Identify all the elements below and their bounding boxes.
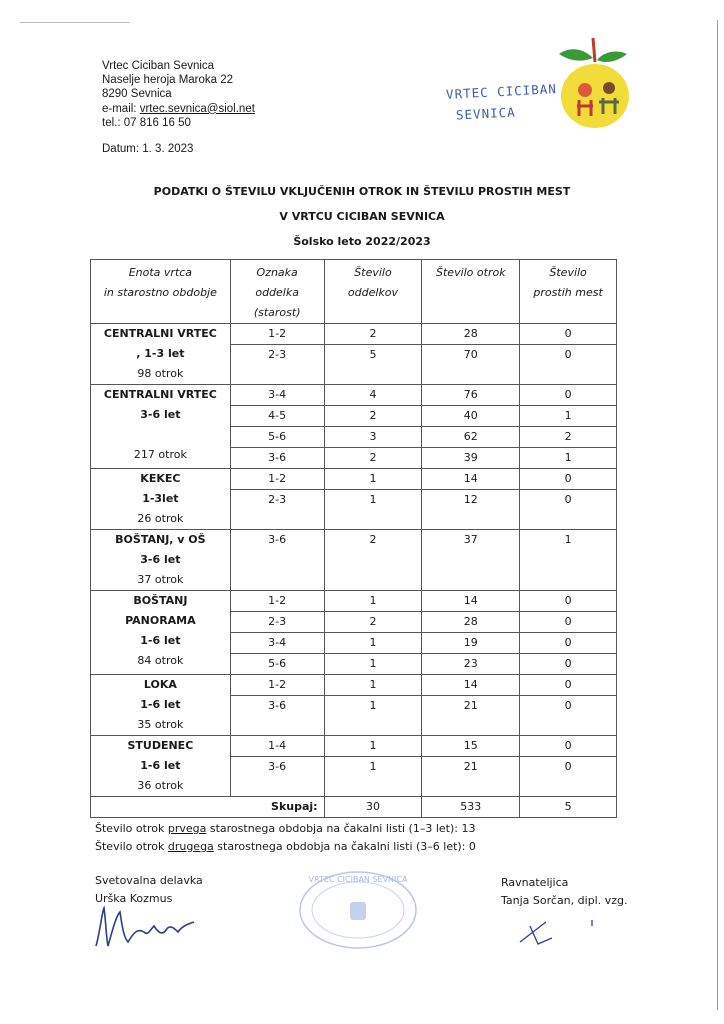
table-row bbox=[91, 736, 617, 757]
group-cell: 3-6 bbox=[230, 530, 324, 591]
departments-cell: 3 bbox=[324, 427, 422, 448]
email-link[interactable]: vrtec.sevnica@siol.net bbox=[139, 102, 255, 115]
children-cell: 12 bbox=[422, 490, 520, 530]
free-places-cell: 0 bbox=[520, 469, 617, 490]
sender-phone: tel.: 07 816 16 50 bbox=[102, 116, 191, 129]
children-cell: 39 bbox=[422, 448, 520, 469]
sender-address: Naselje heroja Maroka 22 bbox=[102, 74, 234, 87]
unit-cell: CENTRALNI VRTEC , 1-3 let 98 otrok bbox=[91, 324, 231, 385]
free-places-cell: 0 bbox=[520, 654, 617, 675]
official-stamp-icon bbox=[296, 866, 420, 950]
total-children: 533 bbox=[422, 797, 520, 818]
unit-cell: KEKEC 1-3let 26 otrok bbox=[91, 469, 231, 530]
free-places-cell: 0 bbox=[520, 696, 617, 736]
table-row bbox=[91, 530, 617, 591]
free-places-cell: 1 bbox=[520, 406, 617, 427]
sender-city: 8290 Sevnica bbox=[102, 88, 172, 101]
header-departments: Število oddelkov bbox=[324, 260, 422, 324]
table-row bbox=[91, 385, 617, 406]
children-cell: 19 bbox=[422, 633, 520, 654]
group-cell: 5-6 bbox=[230, 654, 324, 675]
group-cell: 3-6 bbox=[230, 696, 324, 736]
group-cell: 1-4 bbox=[230, 736, 324, 757]
table-row bbox=[91, 675, 617, 696]
right-name: Tanja Sorčan, dipl. vzg. bbox=[501, 894, 628, 907]
free-places-cell: 0 bbox=[520, 633, 617, 654]
children-cell: 23 bbox=[422, 654, 520, 675]
left-role: Svetovalna delavka bbox=[95, 874, 203, 887]
departments-cell: 1 bbox=[324, 490, 422, 530]
director-signature-icon bbox=[516, 912, 606, 952]
sender-name: Vrtec Ciciban Sevnica bbox=[102, 60, 215, 72]
enrollment-table bbox=[90, 259, 617, 818]
group-cell: 2-3 bbox=[230, 490, 324, 530]
unit-cell: BOŠTANJ PANORAMA 1-6 let 84 otrok bbox=[91, 591, 231, 675]
logo-text-line2: SEVNICA bbox=[455, 104, 517, 123]
group-cell: 1-2 bbox=[230, 324, 324, 345]
free-places-cell: 2 bbox=[520, 427, 617, 448]
table-row bbox=[91, 324, 617, 345]
departments-cell: 2 bbox=[324, 406, 422, 427]
stamp-text: VRTEC CICIBAN SEVNICA bbox=[308, 875, 408, 884]
unit-cell: CENTRALNI VRTEC 3-6 let 217 otrok bbox=[91, 385, 231, 469]
header-group: Oznaka oddelka (starost) bbox=[230, 260, 324, 324]
departments-cell: 5 bbox=[324, 345, 422, 385]
free-places-cell: 1 bbox=[520, 530, 617, 591]
signatory-right bbox=[501, 874, 627, 910]
departments-cell: 2 bbox=[324, 448, 422, 469]
top-left-rule bbox=[20, 22, 130, 23]
group-cell: 3-6 bbox=[230, 757, 324, 797]
departments-cell: 4 bbox=[324, 385, 422, 406]
group-cell: 4-5 bbox=[230, 406, 324, 427]
departments-cell: 1 bbox=[324, 633, 422, 654]
departments-cell: 1 bbox=[324, 696, 422, 736]
logo-text-line1: VRTEC CICIBAN bbox=[445, 81, 558, 102]
free-places-cell: 0 bbox=[520, 675, 617, 696]
total-departments: 30 bbox=[324, 797, 422, 818]
kindergarten-logo bbox=[440, 36, 640, 136]
children-cell: 14 bbox=[422, 469, 520, 490]
free-places-cell: 0 bbox=[520, 385, 617, 406]
departments-cell: 1 bbox=[324, 469, 422, 490]
unit-cell: LOKA 1-6 let 35 otrok bbox=[91, 675, 231, 736]
header-unit: Enota vrtca in starostno obdobje bbox=[91, 260, 231, 324]
waitlist-second-period: Število otrok drugega starostnega obdobja na čakalni listi (3–6 let): 0 bbox=[95, 840, 476, 853]
document-title-line1: PODATKI O ŠTEVILU VKLJUČENIH OTROK IN ŠTEVILU PROSTIH MEST bbox=[153, 185, 571, 198]
free-places-cell: 1 bbox=[520, 448, 617, 469]
free-places-cell: 0 bbox=[520, 757, 617, 797]
departments-cell: 1 bbox=[324, 654, 422, 675]
group-cell: 5-6 bbox=[230, 427, 324, 448]
group-cell: 1-2 bbox=[230, 469, 324, 490]
sender-block bbox=[102, 59, 255, 130]
children-cell: 14 bbox=[422, 675, 520, 696]
total-row bbox=[91, 797, 617, 818]
free-places-cell: 0 bbox=[520, 612, 617, 633]
children-cell: 37 bbox=[422, 530, 520, 591]
group-cell: 3-4 bbox=[230, 385, 324, 406]
document-title-line3: Šolsko leto 2022/2023 bbox=[293, 235, 431, 248]
table-header-row bbox=[91, 260, 617, 324]
free-places-cell: 0 bbox=[520, 324, 617, 345]
email-prefix: e-mail: bbox=[102, 102, 140, 115]
free-places-cell: 0 bbox=[520, 736, 617, 757]
free-places-cell: 0 bbox=[520, 490, 617, 530]
total-free-places: 5 bbox=[520, 797, 617, 818]
handwritten-signature-icon bbox=[92, 902, 202, 952]
departments-cell: 2 bbox=[324, 612, 422, 633]
departments-cell: 1 bbox=[324, 675, 422, 696]
group-cell: 3-6 bbox=[230, 448, 324, 469]
free-places-cell: 0 bbox=[520, 345, 617, 385]
group-cell: 1-2 bbox=[230, 675, 324, 696]
departments-cell: 2 bbox=[324, 530, 422, 591]
free-places-cell: 0 bbox=[520, 591, 617, 612]
children-cell: 40 bbox=[422, 406, 520, 427]
children-cell: 76 bbox=[422, 385, 520, 406]
children-cell: 21 bbox=[422, 757, 520, 797]
table-row bbox=[91, 469, 617, 490]
children-cell: 62 bbox=[422, 427, 520, 448]
header-free-places: Število prostih mest bbox=[520, 260, 617, 324]
group-cell: 2-3 bbox=[230, 345, 324, 385]
header-children: Število otrok bbox=[422, 260, 520, 324]
children-cell: 15 bbox=[422, 736, 520, 757]
children-cell: 14 bbox=[422, 591, 520, 612]
right-role: Ravnateljica bbox=[501, 876, 569, 889]
unit-cell: STUDENEC 1-6 let 36 otrok bbox=[91, 736, 231, 797]
waitlist-first-period: Število otrok prvega starostnega obdobja na čakalni listi (1–3 let): 13 bbox=[95, 822, 476, 835]
group-cell: 3-4 bbox=[230, 633, 324, 654]
children-cell: 70 bbox=[422, 345, 520, 385]
apple-logo-icon bbox=[553, 36, 633, 136]
group-cell: 2-3 bbox=[230, 612, 324, 633]
table-row bbox=[91, 591, 617, 612]
departments-cell: 2 bbox=[324, 324, 422, 345]
right-edge-rule bbox=[717, 20, 718, 1010]
departments-cell: 1 bbox=[324, 591, 422, 612]
unit-cell: BOŠTANJ, v OŠ 3-6 let 37 otrok bbox=[91, 530, 231, 591]
document-title-line2: V VRTCU CICIBAN SEVNICA bbox=[279, 210, 445, 223]
sender-email-line bbox=[102, 102, 255, 116]
children-cell: 28 bbox=[422, 612, 520, 633]
left-name: Urška Kozmus bbox=[95, 892, 173, 905]
children-cell: 21 bbox=[422, 696, 520, 736]
children-cell: 28 bbox=[422, 324, 520, 345]
group-cell: 1-2 bbox=[230, 591, 324, 612]
total-label: Skupaj: bbox=[91, 797, 325, 818]
document-date: Datum: 1. 3. 2023 bbox=[102, 143, 194, 155]
departments-cell: 1 bbox=[324, 757, 422, 797]
departments-cell: 1 bbox=[324, 736, 422, 757]
